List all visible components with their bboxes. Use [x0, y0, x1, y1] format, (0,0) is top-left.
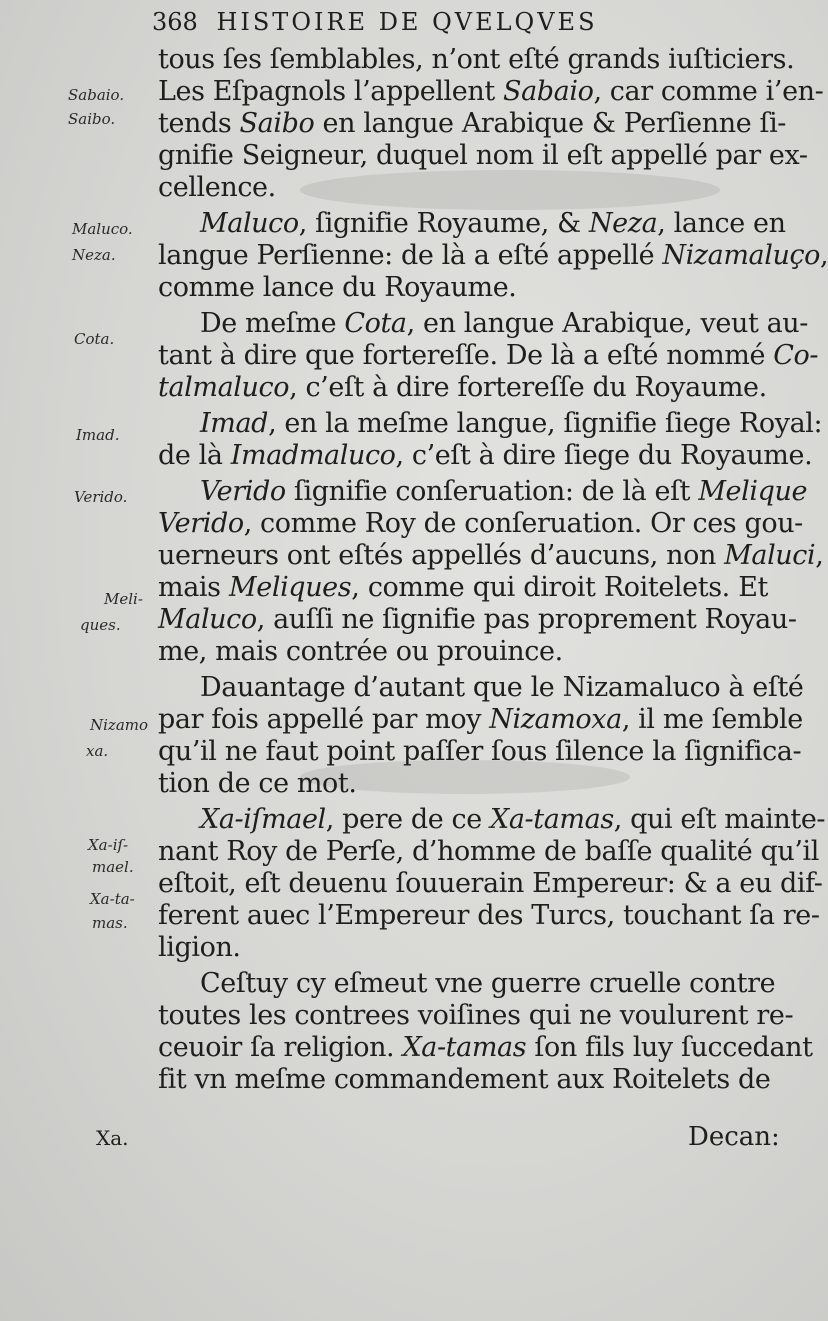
- text-line: [158, 804, 826, 836]
- text-run: fit vn meſme commandement aux Roitelets de: [158, 1064, 771, 1095]
- margin-note: Xa-ta-: [90, 890, 135, 908]
- italic-term: Verido: [158, 508, 244, 539]
- text-run: tends: [158, 108, 240, 139]
- running-header: [152, 8, 752, 36]
- text-run: par fois appellé par moy: [158, 704, 490, 735]
- text-run: ferent auec l’Empereur des Turcs, touchant ſa re-: [158, 900, 820, 931]
- text-line: [158, 308, 808, 340]
- italic-term: Nizamoxa: [489, 704, 622, 735]
- text-line: [158, 1032, 813, 1064]
- text-line: [158, 208, 786, 240]
- text-run: , auſſi ne ſignifie pas proprement Royau-: [256, 604, 797, 635]
- catchword: Decan:: [688, 1122, 780, 1152]
- italic-term: Melique: [698, 476, 808, 507]
- margin-note: mael.: [92, 858, 134, 876]
- margin-note: Meli-: [104, 590, 143, 608]
- text-run: me, mais contrée ou prouince.: [158, 636, 563, 667]
- italic-term: Neza: [588, 208, 658, 239]
- italic-term: Maluci: [724, 540, 816, 571]
- margin-note: Cota.: [74, 330, 115, 348]
- italic-term: Saibo: [239, 108, 315, 139]
- italic-term: Nizamaluço: [662, 240, 821, 271]
- text-line: [158, 440, 813, 472]
- text-line: [158, 476, 808, 508]
- text-line: [158, 572, 768, 604]
- italic-term: Imad: [200, 408, 269, 439]
- text-line: [158, 372, 768, 404]
- text-run: , car comme i’en-: [593, 76, 824, 107]
- text-run: ſignifie conſeruation: de là eſt: [285, 476, 699, 507]
- text-run: ,: [820, 240, 828, 271]
- text-run: uerneurs ont eſtés appellés d’aucuns, non: [158, 540, 725, 571]
- text-run: tous ſes ſemblables, n’ont eſté grands iuſticiers.: [158, 44, 795, 75]
- italic-term: Sabaio: [502, 76, 594, 107]
- text-line: [158, 140, 808, 172]
- text-line: [158, 704, 803, 736]
- text-run: , c’eſt à dire ſiege du Royaume.: [395, 440, 813, 471]
- text-run: , en la meſme langue, ſignifie ſiege Royal:: [268, 408, 823, 439]
- text-line: [158, 340, 819, 372]
- italic-term: Maluco: [200, 208, 299, 239]
- margin-note: xa.: [86, 742, 109, 760]
- text-run: tion de ce mot.: [158, 768, 357, 799]
- text-line: [158, 272, 768, 304]
- margin-note: Sabaio.: [68, 86, 125, 104]
- italic-term: talmaluco: [158, 372, 290, 403]
- margin-note: Verido.: [74, 488, 128, 506]
- italic-term: Cota: [344, 308, 407, 339]
- italic-term: Meliques: [229, 572, 352, 603]
- margin-note: ques.: [80, 616, 121, 634]
- text-line: [158, 968, 776, 1000]
- text-line: [158, 736, 802, 768]
- page-number: 368: [152, 8, 198, 36]
- text-line: [158, 672, 804, 704]
- italic-term: Imadmaluco: [230, 440, 396, 471]
- text-run: Dauantage d’autant que le Nizamaluco à eſté: [200, 672, 804, 703]
- italic-term: Co-: [773, 340, 819, 371]
- margin-note: Imad.: [76, 426, 120, 444]
- text-run: nant Roy de Perſe, d’homme de baſſe qualité qu’il: [158, 836, 819, 867]
- italic-term: Xa-tamas: [490, 804, 614, 835]
- text-run: , en langue Arabique, veut au-: [406, 308, 808, 339]
- text-run: langue Perſienne: de là a eſté appellé: [158, 240, 663, 271]
- text-line: [158, 172, 768, 204]
- text-line: [158, 768, 768, 800]
- margin-note: Xa-iſ-: [88, 836, 129, 854]
- text-run: toutes les contrees voiſines qui ne voulurent re-: [158, 1000, 794, 1031]
- text-line: [158, 408, 823, 440]
- text-run: qu’il ne faut point paſſer ſous ſilence la ſignifica-: [158, 736, 802, 767]
- margin-note: Saibo.: [68, 110, 116, 128]
- text-run: en langue Arabique & Perſienne ſi-: [314, 108, 787, 139]
- text-run: , ſignifie Royaume, &: [298, 208, 589, 239]
- signature-mark: Xa.: [96, 1126, 129, 1150]
- text-line: [158, 76, 824, 108]
- text-line: [158, 540, 824, 572]
- text-run: , comme qui diroit Roitelets. Et: [351, 572, 769, 603]
- text-line: [158, 932, 768, 964]
- margin-note: Maluco.: [72, 220, 133, 238]
- text-run: Ceſtuy cy eſmeut vne guerre cruelle contre: [200, 968, 776, 999]
- text-line: [158, 900, 820, 932]
- text-line: [158, 508, 803, 540]
- main-text-block: [158, 44, 828, 1096]
- text-run: , pere de ce: [325, 804, 491, 835]
- text-run: tant à dire que fortereſſe. De là a eſté nommé: [158, 340, 774, 371]
- text-run: ceuoir ſa religion.: [158, 1032, 403, 1063]
- text-run: ,: [815, 540, 824, 571]
- text-line: [158, 108, 787, 140]
- text-line: [158, 240, 828, 272]
- text-run: De meſme: [200, 308, 345, 339]
- running-title: HISTOIRE DE QVELQVES: [216, 8, 598, 36]
- text-line: [158, 1064, 771, 1096]
- text-run: de là: [158, 440, 231, 471]
- text-run: ligion.: [158, 932, 241, 963]
- italic-term: Maluco: [158, 604, 257, 635]
- text-line: [158, 1000, 794, 1032]
- text-run: eſtoit, eſt deuenu ſouuerain Empereur: & a eu dif-: [158, 868, 823, 899]
- italic-term: Verido: [200, 476, 286, 507]
- text-run: Les Eſpagnols l’appellent: [158, 76, 503, 107]
- text-line: [158, 868, 823, 900]
- text-line: [158, 604, 797, 636]
- italic-term: Xa-iſmael: [200, 804, 326, 835]
- text-run: , c’eſt à dire fortereſſe du Royaume.: [289, 372, 767, 403]
- text-line: [158, 836, 819, 868]
- text-run: , il me ſemble: [621, 704, 803, 735]
- text-run: comme lance du Royaume.: [158, 272, 517, 303]
- text-run: , comme Roy de conſeruation. Or ces gou-: [243, 508, 803, 539]
- margin-note: Neza.: [72, 246, 116, 264]
- text-line: [158, 44, 795, 76]
- margin-note: Nizamo: [90, 716, 149, 734]
- text-run: ſon fils luy ſuccedant: [526, 1032, 813, 1063]
- text-run: cellence.: [158, 172, 276, 203]
- text-run: gnifie Seigneur, duquel nom il eſt appellé par ex-: [158, 140, 808, 171]
- text-run: mais: [158, 572, 230, 603]
- margin-note: mas.: [92, 914, 128, 932]
- italic-term: Xa-tamas: [402, 1032, 527, 1063]
- text-run: , qui eſt mainte-: [613, 804, 826, 835]
- text-run: , lance en: [657, 208, 786, 239]
- text-line: [158, 636, 768, 668]
